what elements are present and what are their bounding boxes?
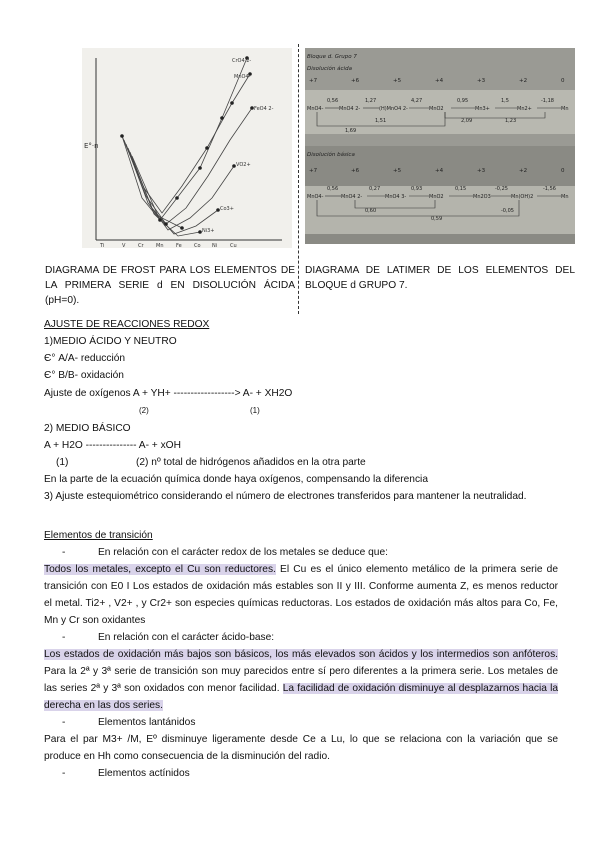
bullet-lantanidos	[44, 714, 195, 731]
latimer-acid-title: Bloque d. Grupo 7	[307, 54, 357, 60]
bullet-dash: -	[62, 632, 66, 643]
subscript-1: (1)	[250, 406, 260, 415]
basic-lower-2: -0,05	[501, 208, 514, 214]
frost-label-11: Co	[194, 243, 201, 248]
bullet-lantanidos-text: Elementos lantánidos	[98, 717, 196, 728]
basic-state-3: +4	[435, 168, 444, 174]
frost-label-5: Ni3+	[202, 228, 215, 234]
basic-species-0: MnO4-	[307, 194, 324, 200]
frost-caption: DIAGRAMA DE FROST PARA LOS ELEMENTOS DE LA PRIMERA SERIE d EN DISOLUCIÓN ÁCIDA (pH=0).	[45, 265, 295, 306]
acid-pot-0: 0,56	[327, 98, 339, 104]
frost-label-13: Cu	[230, 243, 237, 248]
frost-label-7: V	[122, 243, 126, 248]
acid-pot-3: 0,95	[457, 98, 469, 104]
medio-basico-line: 2) MEDIO BÁSICO	[44, 423, 131, 434]
acid-state-2: +5	[393, 78, 402, 84]
basic-species-6: Mn	[561, 194, 569, 200]
paren-1-line: (1)	[56, 457, 69, 468]
e-reduccion-line: Є° A/A- reducción	[44, 353, 126, 364]
frost-label-12: Ni	[212, 243, 218, 248]
basic-state-0: +7	[309, 168, 318, 174]
acido-mid: Para la 2ª y 3ª serie de transición son muy parecidos entre sí pero diferentes a la primera serie. Los metales de las series 2ª y 3ª son oxidados con menor facilidad.	[44, 666, 558, 694]
lantanidos-paragraph: Para el par M3+ /M, Eº disminuye ligeramente desde Ce a Lu, lo que se relaciona con la variación que se produce en Hh como consecuencia de la disminución del radio.	[44, 734, 558, 762]
frost-label-6: Ti	[100, 243, 105, 248]
acid-species-3: MnO2	[429, 106, 444, 112]
frost-label-8: Cr	[138, 243, 144, 248]
parte-ecuacion-line: En la parte de la ecuación química donde haya oxígenos, compensando la diferencia	[44, 474, 428, 485]
bullet-actinidos-text: Elementos actínidos	[98, 768, 190, 779]
bullet-dash: -	[62, 717, 66, 728]
acid-pot-2: 4,27	[411, 98, 423, 104]
column-divider	[298, 44, 299, 314]
e-oxidacion-line: Є° B/B- oxidación	[44, 370, 124, 381]
basic-state-2: +5	[393, 168, 402, 174]
heading-elementos-transicion: Elementos de transición	[44, 530, 153, 541]
acido-highlight-2: La facilidad de oxidación disminuye al desplazarnos hacia la derecha en las dos series.	[44, 683, 558, 711]
basic-state-6: 0	[561, 168, 565, 174]
basic-species-5: Mn(OH)2	[511, 194, 534, 200]
frost-label-3: VO2+	[236, 162, 251, 168]
bullet-redox	[44, 544, 388, 561]
acid-lower-1: 2,09	[461, 118, 473, 124]
frost-label-10: Fe	[176, 243, 182, 248]
acid-species-1: MnO4 2-	[339, 106, 361, 112]
basic-species-3: MnO2	[429, 194, 444, 200]
frost-label-2: FeO4 2-	[254, 106, 274, 112]
acid-state-3: +4	[435, 78, 444, 84]
basic-lower-0: 0,60	[365, 208, 377, 214]
frost-label-0: CrO4 2-	[232, 58, 252, 64]
redox-highlight: Todos los metales, excepto el Cu son reductores.	[44, 564, 276, 575]
basico-equation-line: A + H2O --------------- A- + xOH	[44, 440, 181, 451]
basic-lower-1: 0,59	[431, 216, 443, 222]
acid-pot-4: 1,5	[501, 98, 509, 104]
paren-2-line: (2) nº total de hidrógenos añadidos en la otra parte	[136, 457, 366, 468]
basic-species-4: Mn2O3	[473, 194, 491, 200]
acid-species-4: Mn3+	[475, 106, 490, 112]
latimer-acid-subtitle: Disolución ácida	[307, 66, 352, 72]
acid-lower-0: 1,51	[375, 118, 387, 124]
acid-state-5: +2	[519, 78, 528, 84]
acid-state-6: 0	[561, 78, 565, 84]
latimer-caption: DIAGRAMA DE LATIMER DE LOS ELEMENTOS DEL BLOQUE d GRUPO 7.	[305, 265, 575, 291]
acido-highlight-1: Los estados de oxidación más bajos son básicos, los más elevados son ácidos y los intermedios son anfóteros.	[44, 649, 558, 660]
acid-pot-1: 1,27	[365, 98, 377, 104]
latimer-basic-title: Disolución básica	[307, 152, 355, 158]
medio-acido-line: 1)MEDIO ÁCIDO Y NEUTRO	[44, 336, 177, 347]
acid-species-2: (H)MnO4 2-	[379, 106, 408, 112]
acid-state-4: +3	[477, 78, 486, 84]
acid-state-0: +7	[309, 78, 318, 84]
acido-paragraph	[44, 646, 558, 714]
frost-diagram-image	[82, 48, 292, 248]
frost-y-label: E°·n	[84, 142, 99, 150]
basic-state-5: +2	[519, 168, 528, 174]
basic-pot-5: -1,56	[543, 186, 556, 192]
basic-pot-3: 0,15	[455, 186, 467, 192]
heading-ajuste-redox: AJUSTE DE REACCIONES REDOX	[44, 319, 210, 330]
basic-species-2: MnO4 3-	[385, 194, 407, 200]
bullet-redox-text: En relación con el carácter redox de los metales se deduce que:	[98, 547, 388, 558]
basic-pot-0: 0,56	[327, 186, 339, 192]
bullet-acido-text: En relación con el carácter ácido-base:	[98, 632, 275, 643]
basic-state-1: +6	[351, 168, 360, 174]
acid-lower-2: 1,23	[505, 118, 517, 124]
subscript-2: (2)	[139, 406, 149, 415]
redox-paragraph	[44, 561, 558, 629]
acid-species-6: Mn	[561, 106, 569, 112]
acid-species-0: MnO4-	[307, 106, 324, 112]
acid-species-5: Mn2+	[517, 106, 532, 112]
latimer-diagram-image	[305, 48, 575, 244]
bullet-dash: -	[62, 768, 66, 779]
basic-pot-4: -0,25	[495, 186, 508, 192]
basic-species-1: MnO4 2-	[341, 194, 363, 200]
frost-label-4: Co3+	[220, 206, 234, 212]
ajuste-esteq-paragraph: 3) Ajuste estequiométrico considerando el número de electrones transferidos para mantener la neutralidad.	[44, 491, 527, 502]
acid-pot-5: -1,18	[541, 98, 554, 104]
frost-diagram-plot	[82, 48, 292, 248]
basic-state-4: +3	[477, 168, 486, 174]
redox-rest: El Cu es el único elemento metálico de la primera serie de transición con E0 I Los estados de oxidación más estables son II y III. Conforme aumenta Z, es menos reductor el metal. Ti2+ , V2+ , y Cr2+ son especies químicas reductoras. Los estados de oxidación más altos para Co, Fe, Mn y Cr son oxidantes	[44, 564, 559, 626]
bullet-dash: -	[62, 547, 66, 558]
bullet-acido	[44, 629, 274, 646]
basic-pot-1: 0,27	[369, 186, 381, 192]
acid-state-1: +6	[351, 78, 360, 84]
frost-label-9: Mn	[156, 243, 164, 248]
basic-pot-2: 0,93	[411, 186, 423, 192]
frost-label-1: MnO4-	[234, 74, 251, 80]
latimer-diagram-plot	[305, 48, 575, 244]
ajuste-oxigenos-line: Ajuste de oxígenos A + YH+ ------------------> A- + XH2O	[44, 388, 293, 399]
acid-lower-3: 1,69	[345, 128, 357, 134]
bullet-actinidos	[44, 765, 190, 782]
